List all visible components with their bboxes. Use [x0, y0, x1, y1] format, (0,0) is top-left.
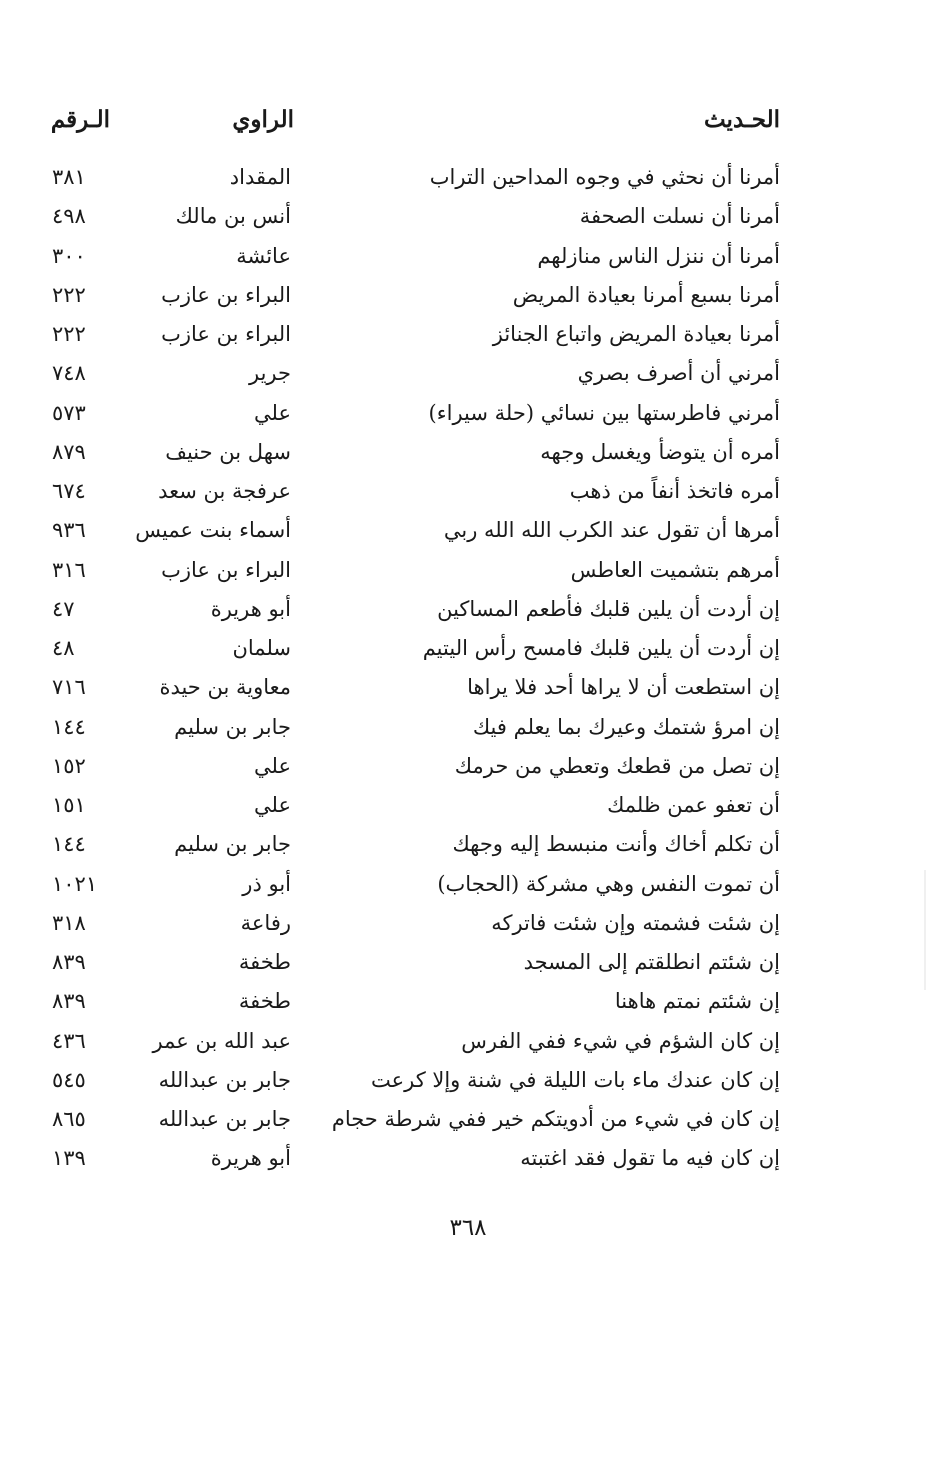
- hadith-number: ٥٧٣: [52, 400, 86, 425]
- hadith-text: أمرنا أن نحثي في وجوه المداحين التراب: [429, 165, 780, 189]
- hadith-number: ٣٠٠: [52, 243, 86, 268]
- hadith-text: إن تصل من قطعك وتعطي من حرمك: [454, 753, 780, 778]
- hadith-number: ٤٣٦: [52, 1028, 86, 1053]
- table-row: [0, 551, 936, 590]
- table-row: [0, 433, 936, 472]
- narrator-name: سهل بن حنيف: [165, 439, 291, 464]
- hadith-text: أمرني فاطرستها بين نسائي (حلة سيراء): [428, 400, 780, 425]
- hadith-text: أمرنا بسبع أمرنا بعيادة المريض: [512, 282, 780, 307]
- hadith-number: ٨٣٩: [52, 950, 86, 974]
- narrator-name: طخفة: [238, 989, 291, 1014]
- narrator-name: المقداد: [229, 165, 291, 189]
- narrator-name: عائشة: [236, 243, 291, 268]
- table-row: [0, 904, 936, 943]
- hadith-text: إن كان الشؤم في شيء ففي الفرس: [461, 1028, 780, 1053]
- hadith-text: أن تموت النفس وهي مشركة (الحجاب): [437, 871, 780, 896]
- hadith-number: ٤٧: [52, 596, 75, 621]
- hadith-number: ٤٨: [52, 636, 75, 660]
- hadith-number: ٣١٨: [52, 910, 86, 935]
- narrator-name: أنس بن مالك: [175, 204, 291, 229]
- hadith-number: ١٤٤: [52, 832, 86, 857]
- hadith-text: أمره فاتخذ أنفاً من ذهب: [569, 479, 780, 503]
- table-row: [0, 315, 936, 354]
- hadith-text: أن تعفو عمن ظلمك: [607, 793, 780, 817]
- narrator-name: أسماء بنت عميس: [135, 518, 291, 543]
- hadith-number: ٦٧٤: [52, 479, 86, 503]
- table-row: [0, 1022, 936, 1061]
- table-row: [0, 943, 936, 982]
- narrator-name: علي: [254, 793, 291, 817]
- hadith-text: إن شئت فشمته وإن شئت فاتركه: [491, 910, 780, 935]
- narrator-name: رفاعة: [240, 910, 291, 935]
- narrator-name: عرفجة بن سعد: [158, 479, 291, 503]
- table-row: [0, 747, 936, 786]
- narrator-name: جرير: [249, 361, 291, 386]
- table-row: [0, 708, 936, 747]
- header-rawi: الراوي: [232, 106, 294, 133]
- hadith-text: إن شئتم انطلقتم إلى المسجد: [523, 950, 780, 974]
- narrator-name: البراء بن عازب: [161, 282, 291, 307]
- table-row: [0, 668, 936, 707]
- table-row: [0, 197, 936, 236]
- table-row: [0, 629, 936, 668]
- hadith-text: أمرنا أن نسلت الصحفة: [579, 204, 780, 229]
- table-row: [0, 276, 936, 315]
- table-row: [0, 354, 936, 393]
- hadith-text: أن تكلم أخاك وأنت منبسط إليه وجهك: [452, 832, 780, 857]
- hadith-number: ٨٣٩: [52, 989, 86, 1014]
- narrator-name: البراء بن عازب: [161, 557, 291, 582]
- hadith-number: ٣٨١: [52, 165, 86, 189]
- hadith-text: إن أردت أن يلين قلبك فأطعم المساكين: [437, 596, 780, 621]
- hadith-number: ٧٤٨: [52, 361, 86, 386]
- table-row: [0, 982, 936, 1021]
- hadith-number: ١٥١: [52, 793, 86, 817]
- hadith-text: إن كان عندك ماء بات الليلة في شنة وإلا كرعت: [370, 1067, 780, 1092]
- table-row: [0, 511, 936, 550]
- hadith-number: ١٠٢١: [52, 871, 98, 896]
- narrator-name: علي: [254, 400, 291, 425]
- table-header: [0, 100, 936, 140]
- hadith-text: إن كان فيه ما تقول فقد اغتبته: [520, 1146, 780, 1171]
- hadith-text: إن أردت أن يلين قلبك فامسح رأس اليتيم: [422, 636, 780, 660]
- hadith-number: ٨٦٥: [52, 1107, 86, 1131]
- hadith-number: ٥٤٥: [52, 1067, 86, 1092]
- narrator-name: جابر بن عبدالله: [158, 1067, 291, 1092]
- narrator-name: عبد الله بن عمر: [152, 1028, 291, 1053]
- hadith-text: أمره أن يتوضأ ويغسل وجهه: [540, 439, 780, 464]
- hadith-text: إن استطعت أن لا يراها أحد فلا يراها: [467, 675, 780, 700]
- hadith-number: ٨٧٩: [52, 439, 86, 464]
- narrator-name: جابر بن سليم: [174, 832, 291, 857]
- hadith-text: أمرني أن أصرف بصري: [577, 361, 780, 386]
- narrator-name: طخفة: [238, 950, 291, 974]
- hadith-number: ٩٣٦: [52, 518, 86, 543]
- table-row: [0, 158, 936, 197]
- table-row: [0, 394, 936, 433]
- narrator-name: سلمان: [232, 636, 291, 660]
- page-number: ٣٦٨: [449, 1215, 487, 1241]
- hadith-number: ٣١٦: [52, 557, 86, 582]
- hadith-number: ٢٢٢: [52, 322, 86, 346]
- hadith-number: ٤٩٨: [52, 204, 86, 229]
- hadith-text: أمرها أن تقول عند الكرب الله الله ربي: [443, 518, 780, 543]
- table-row: [0, 1100, 936, 1139]
- hadith-number: ١٥٢: [52, 753, 86, 778]
- narrator-name: علي: [254, 753, 291, 778]
- table-row: [0, 825, 936, 864]
- hadith-text: إن امرؤ شتمك وعيرك بما يعلم فيك: [472, 714, 780, 739]
- scan-mark: [924, 870, 926, 990]
- hadith-text: أمرنا بعيادة المريض واتباع الجنائز: [492, 322, 780, 346]
- hadith-text: إن شئتم نمتم هاهنا: [614, 989, 780, 1014]
- table-row: [0, 472, 936, 511]
- table-row: [0, 1061, 936, 1100]
- header-hadith: الحـديث: [703, 106, 780, 133]
- hadith-number: ٢٢٢: [52, 282, 86, 307]
- hadith-number: ١٤٤: [52, 714, 86, 739]
- hadith-index-table: [0, 158, 936, 1179]
- hadith-text: أمرهم بتشميت العاطس: [570, 557, 780, 582]
- narrator-name: أبو هريرة: [210, 1146, 291, 1171]
- narrator-name: جابر بن سليم: [174, 714, 291, 739]
- hadith-number: ٧١٦: [52, 675, 86, 700]
- hadith-number: ١٣٩: [52, 1146, 86, 1171]
- table-row: [0, 786, 936, 825]
- table-row: [0, 1139, 936, 1178]
- narrator-name: أبو ذر: [242, 871, 291, 896]
- hadith-text: أمرنا أن ننزل الناس منازلهم: [537, 243, 780, 268]
- narrator-name: البراء بن عازب: [161, 322, 291, 346]
- table-row: [0, 865, 936, 904]
- table-row: [0, 237, 936, 276]
- narrator-name: معاوية بن حيدة: [159, 675, 291, 700]
- hadith-text: إن كان في شيء من أدويتكم خير ففي شرطة حجام: [331, 1107, 780, 1131]
- narrator-name: جابر بن عبدالله: [158, 1107, 291, 1131]
- header-number: الـرقم: [50, 106, 110, 133]
- table-row: [0, 590, 936, 629]
- narrator-name: أبو هريرة: [210, 596, 291, 621]
